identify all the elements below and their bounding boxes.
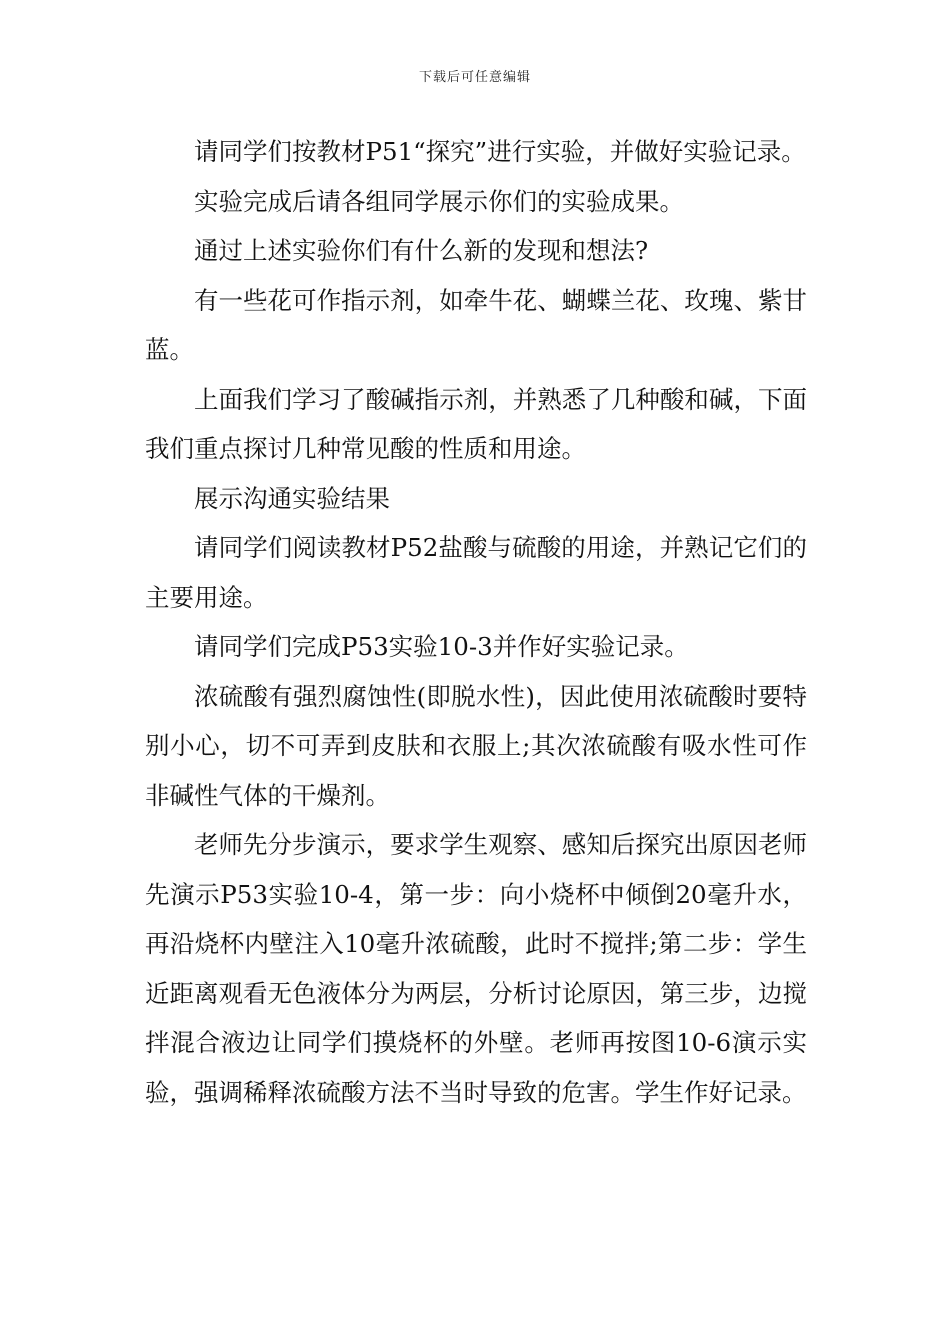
paragraph-1: 请同学们按教材P51“探究”进行实验，并做好实验记录。 (194, 137, 806, 166)
paragraph-3: 通过上述实验你们有什么新的发现和想法? (194, 236, 649, 265)
paragraph-9: 浓硫酸有强烈腐蚀性(即脱水性)，因此使用浓硫酸时要特别小心，切不可弄到皮肤和衣服上;其次浓硫酸有吸水性可作非碱性气体的干燥剂。 (145, 681, 807, 810)
paragraph-2: 实验完成后请各组同学展示你们的实验成果。 (194, 186, 684, 216)
paragraph-7: 请同学们阅读教材P52盐酸与硫酸的用途，并熟记它们的主要用途。 (145, 533, 807, 612)
paragraph-5: 上面我们学习了酸碱指示剂，并熟悉了几种酸和碱，下面我们重点探讨几种常见酸的性质和用途。 (145, 384, 807, 463)
page-header: 下载后可任意编辑 (418, 70, 531, 85)
document-body (145, 127, 807, 1117)
paragraph-4: 有一些花可作指示剂，如牵牛花、蝴蝶兰花、玫瑰、紫甘蓝。 (145, 285, 807, 364)
paragraph-10: 老师先分步演示，要求学生观察、感知后探究出原因老师先演示P53实验10-4，第一步：向小烧杯中倾倒20毫升水，再沿烧杯内壁注入10毫升浓硫酸，此时不搅拌;第二步：学生近距离观看无色液体分为两层，分析讨论原因，第三步，边搅拌混合液边让同学们摸烧杯的外壁。老师再按图10-6演示实验，强调稀释浓硫酸方法不当时导致的危害。学生作好记录。 (145, 830, 807, 1107)
paragraph-8: 请同学们完成P53实验10-3并作好实验记录。 (194, 632, 689, 661)
paragraph-6: 展示沟通实验结果 (194, 483, 390, 513)
